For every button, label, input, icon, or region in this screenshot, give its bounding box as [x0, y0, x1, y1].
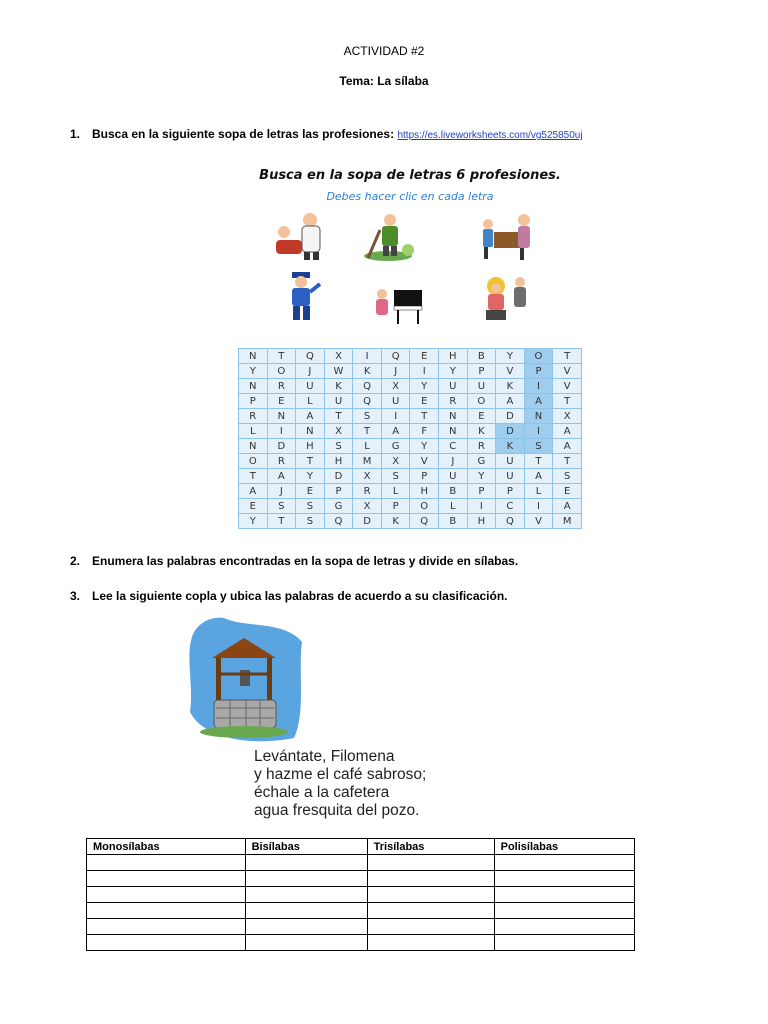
- grid-letter[interactable]: B: [439, 484, 468, 499]
- grid-letter[interactable]: T: [296, 454, 325, 469]
- dentist-illustration: [272, 210, 332, 262]
- grid-letter[interactable]: A: [296, 409, 325, 424]
- answer-cell[interactable]: [367, 855, 494, 871]
- grid-letter[interactable]: I: [353, 349, 382, 364]
- question-number: 2.: [70, 554, 81, 568]
- grid-letter[interactable]: I: [524, 379, 553, 394]
- answer-cell[interactable]: [367, 887, 494, 903]
- classification-table: [86, 838, 635, 951]
- grid-letter[interactable]: I: [524, 424, 553, 439]
- grid-letter[interactable]: L: [296, 394, 325, 409]
- grid-letter[interactable]: S: [524, 439, 553, 454]
- grid-letter[interactable]: O: [267, 364, 296, 379]
- grid-letter[interactable]: R: [267, 379, 296, 394]
- grid-letter[interactable]: N: [439, 424, 468, 439]
- grid-letter[interactable]: U: [496, 469, 525, 484]
- grid-letter[interactable]: L: [353, 439, 382, 454]
- grid-letter[interactable]: O: [239, 454, 268, 469]
- grid-letter[interactable]: D: [353, 514, 382, 529]
- grid-letter[interactable]: P: [467, 484, 496, 499]
- grid-letter[interactable]: C: [496, 499, 525, 514]
- grid-letter[interactable]: X: [381, 454, 410, 469]
- grid-letter[interactable]: A: [381, 424, 410, 439]
- grid-letter[interactable]: L: [239, 424, 268, 439]
- question-number: 3.: [70, 589, 81, 603]
- table-row: [87, 855, 635, 871]
- grid-letter[interactable]: N: [524, 409, 553, 424]
- table-row: [87, 887, 635, 903]
- grid-letter[interactable]: Y: [467, 469, 496, 484]
- grid-row: [239, 424, 582, 439]
- grid-letter[interactable]: Q: [410, 514, 439, 529]
- answer-cell[interactable]: [245, 919, 367, 935]
- grid-letter[interactable]: X: [381, 379, 410, 394]
- table-row: [87, 935, 635, 951]
- pianist-illustration: [368, 278, 428, 330]
- grid-letter[interactable]: V: [553, 379, 582, 394]
- grid-letter[interactable]: X: [324, 349, 353, 364]
- header-polisilabas: Polisílabas: [494, 839, 634, 855]
- grid-letter[interactable]: I: [467, 499, 496, 514]
- grid-letter[interactable]: H: [296, 439, 325, 454]
- grid-letter[interactable]: I: [267, 424, 296, 439]
- grid-letter[interactable]: T: [267, 514, 296, 529]
- grid-row: [239, 409, 582, 424]
- grid-letter[interactable]: P: [239, 394, 268, 409]
- wordsearch-grid: [238, 348, 582, 529]
- grid-letter[interactable]: E: [553, 484, 582, 499]
- grid-letter[interactable]: T: [524, 454, 553, 469]
- answer-cell[interactable]: [87, 855, 246, 871]
- wordsearch-activity: [238, 160, 582, 528]
- answer-cell[interactable]: [367, 903, 494, 919]
- grid-letter[interactable]: N: [439, 409, 468, 424]
- grid-letter[interactable]: O: [410, 499, 439, 514]
- grid-letter[interactable]: E: [296, 484, 325, 499]
- header-bisilabas: Bisílabas: [245, 839, 367, 855]
- answer-cell[interactable]: [367, 919, 494, 935]
- grid-letter[interactable]: Y: [239, 514, 268, 529]
- grid-letter[interactable]: P: [381, 499, 410, 514]
- grid-letter[interactable]: S: [296, 499, 325, 514]
- grid-row: [239, 379, 582, 394]
- copla-line: y hazme el café sabroso;: [254, 766, 427, 783]
- header-trisilabas: Trisílabas: [367, 839, 494, 855]
- grid-letter[interactable]: A: [267, 469, 296, 484]
- grid-letter[interactable]: M: [353, 454, 382, 469]
- question-1: [70, 127, 583, 141]
- police-illustration: [272, 270, 332, 322]
- grid-row: [239, 499, 582, 514]
- grid-letter[interactable]: W: [324, 364, 353, 379]
- grid-row: [239, 484, 582, 499]
- grid-letter[interactable]: Y: [296, 469, 325, 484]
- answer-cell[interactable]: [494, 935, 634, 951]
- grid-letter[interactable]: L: [524, 484, 553, 499]
- grid-letter[interactable]: U: [324, 394, 353, 409]
- grid-letter[interactable]: P: [467, 364, 496, 379]
- grid-letter[interactable]: U: [467, 379, 496, 394]
- grid-letter[interactable]: Q: [381, 349, 410, 364]
- grid-letter[interactable]: V: [553, 364, 582, 379]
- grid-letter[interactable]: E: [410, 394, 439, 409]
- worksheet-link[interactable]: https://es.liveworksheets.com/vg525850uj: [397, 130, 583, 141]
- grid-letter[interactable]: N: [296, 424, 325, 439]
- grid-letter[interactable]: S: [324, 439, 353, 454]
- answer-cell[interactable]: [87, 935, 246, 951]
- grid-letter[interactable]: S: [381, 469, 410, 484]
- grid-letter[interactable]: Q: [353, 394, 382, 409]
- grid-letter[interactable]: X: [353, 499, 382, 514]
- grid-letter[interactable]: K: [467, 424, 496, 439]
- grid-letter[interactable]: I: [381, 409, 410, 424]
- grid-letter[interactable]: Y: [496, 349, 525, 364]
- grid-letter[interactable]: F: [410, 424, 439, 439]
- grid-letter[interactable]: V: [410, 454, 439, 469]
- grid-letter[interactable]: N: [239, 439, 268, 454]
- grid-letter[interactable]: M: [553, 514, 582, 529]
- grid-letter[interactable]: R: [353, 484, 382, 499]
- answer-cell[interactable]: [87, 887, 246, 903]
- grid-letter[interactable]: E: [467, 409, 496, 424]
- copla-poem: [254, 748, 426, 820]
- grid-letter[interactable]: L: [439, 499, 468, 514]
- grid-letter[interactable]: N: [267, 409, 296, 424]
- hairdresser-illustration: [476, 272, 536, 324]
- grid-letter[interactable]: X: [553, 409, 582, 424]
- copla-line: Levántate, Filomena: [254, 748, 395, 765]
- grid-letter[interactable]: J: [439, 454, 468, 469]
- table-row: [87, 871, 635, 887]
- grid-letter[interactable]: Y: [439, 364, 468, 379]
- grid-row: [239, 469, 582, 484]
- grid-letter[interactable]: A: [496, 394, 525, 409]
- question-3: [70, 589, 508, 603]
- grid-letter[interactable]: E: [239, 499, 268, 514]
- water-well-illustration: [184, 612, 304, 750]
- grid-letter[interactable]: T: [553, 454, 582, 469]
- grid-letter[interactable]: E: [267, 394, 296, 409]
- grid-letter[interactable]: G: [381, 439, 410, 454]
- grid-letter[interactable]: R: [267, 454, 296, 469]
- grid-letter[interactable]: I: [410, 364, 439, 379]
- grid-letter[interactable]: A: [524, 469, 553, 484]
- answer-cell[interactable]: [367, 935, 494, 951]
- grid-letter[interactable]: U: [439, 379, 468, 394]
- topic-title: Tema: La sílaba: [339, 74, 429, 88]
- grid-letter[interactable]: N: [239, 379, 268, 394]
- grid-letter[interactable]: O: [467, 394, 496, 409]
- table-row: [87, 903, 635, 919]
- grid-letter[interactable]: T: [267, 349, 296, 364]
- answer-cell[interactable]: [494, 919, 634, 935]
- grid-letter[interactable]: H: [410, 484, 439, 499]
- grid-letter[interactable]: U: [496, 454, 525, 469]
- grid-letter[interactable]: S: [353, 409, 382, 424]
- grid-letter[interactable]: H: [467, 514, 496, 529]
- question-number: 1.: [70, 127, 81, 141]
- grid-letter[interactable]: N: [239, 349, 268, 364]
- wordsearch-subtitle: Debes hacer clic en cada letra: [326, 190, 494, 203]
- grid-letter[interactable]: T: [553, 394, 582, 409]
- answer-cell[interactable]: [367, 871, 494, 887]
- gardener-illustration: [358, 210, 418, 262]
- grid-letter[interactable]: R: [239, 409, 268, 424]
- grid-letter[interactable]: D: [496, 424, 525, 439]
- grid-letter[interactable]: Y: [239, 364, 268, 379]
- grid-letter[interactable]: P: [410, 469, 439, 484]
- grid-row: [239, 394, 582, 409]
- grid-letter[interactable]: H: [324, 454, 353, 469]
- grid-row: [239, 439, 582, 454]
- grid-letter[interactable]: J: [296, 364, 325, 379]
- answer-cell[interactable]: [494, 855, 634, 871]
- grid-letter[interactable]: K: [324, 379, 353, 394]
- grid-letter[interactable]: E: [410, 349, 439, 364]
- answer-cell[interactable]: [245, 935, 367, 951]
- grid-letter[interactable]: T: [353, 424, 382, 439]
- grid-letter[interactable]: U: [381, 394, 410, 409]
- grid-letter[interactable]: A: [524, 394, 553, 409]
- grid-letter[interactable]: L: [381, 484, 410, 499]
- answer-cell[interactable]: [245, 855, 367, 871]
- answer-cell[interactable]: [245, 903, 367, 919]
- grid-letter[interactable]: B: [439, 514, 468, 529]
- grid-letter[interactable]: R: [439, 394, 468, 409]
- grid-letter[interactable]: Q: [496, 514, 525, 529]
- grid-letter[interactable]: X: [324, 424, 353, 439]
- grid-letter[interactable]: J: [267, 484, 296, 499]
- grid-letter[interactable]: K: [496, 379, 525, 394]
- grid-letter[interactable]: K: [381, 514, 410, 529]
- grid-letter[interactable]: G: [467, 454, 496, 469]
- grid-letter[interactable]: U: [439, 469, 468, 484]
- grid-letter[interactable]: Q: [324, 514, 353, 529]
- grid-letter[interactable]: D: [496, 409, 525, 424]
- grid-letter[interactable]: T: [239, 469, 268, 484]
- grid-row: [239, 364, 582, 379]
- table-row: [87, 919, 635, 935]
- grid-letter[interactable]: B: [467, 349, 496, 364]
- answer-cell[interactable]: [87, 871, 246, 887]
- answer-cell[interactable]: [87, 919, 246, 935]
- grid-letter[interactable]: S: [553, 469, 582, 484]
- grid-letter[interactable]: P: [524, 364, 553, 379]
- grid-letter[interactable]: J: [381, 364, 410, 379]
- answer-cell[interactable]: [87, 903, 246, 919]
- grid-letter[interactable]: K: [353, 364, 382, 379]
- grid-letter[interactable]: A: [553, 499, 582, 514]
- answer-cell[interactable]: [245, 887, 367, 903]
- question-text: Lee la siguiente copla y ubica las palabras de acuerdo a su clasificación.: [92, 589, 508, 603]
- grid-letter[interactable]: A: [553, 439, 582, 454]
- question-text: Busca en la siguiente sopa de letras las profesiones:: [92, 127, 395, 141]
- grid-letter[interactable]: H: [439, 349, 468, 364]
- grid-letter[interactable]: R: [467, 439, 496, 454]
- grid-letter[interactable]: T: [553, 349, 582, 364]
- grid-letter[interactable]: D: [267, 439, 296, 454]
- grid-letter[interactable]: A: [553, 424, 582, 439]
- grid-letter[interactable]: P: [496, 484, 525, 499]
- grid-letter[interactable]: T: [324, 409, 353, 424]
- teacher-illustration: [476, 210, 536, 262]
- grid-letter[interactable]: Y: [410, 379, 439, 394]
- answer-cell[interactable]: [245, 871, 367, 887]
- grid-letter[interactable]: T: [410, 409, 439, 424]
- grid-letter[interactable]: G: [324, 499, 353, 514]
- grid-letter[interactable]: S: [267, 499, 296, 514]
- grid-letter[interactable]: C: [439, 439, 468, 454]
- grid-letter[interactable]: Q: [353, 379, 382, 394]
- grid-row: [239, 514, 582, 529]
- grid-letter[interactable]: V: [496, 364, 525, 379]
- grid-row: [239, 454, 582, 469]
- grid-row: [239, 349, 582, 364]
- grid-letter[interactable]: S: [296, 514, 325, 529]
- copla-line: échale a la cafetera: [254, 784, 390, 801]
- answer-cell[interactable]: [494, 887, 634, 903]
- activity-title: ACTIVIDAD #2: [343, 44, 425, 58]
- copla-line: agua fresquita del pozo.: [254, 802, 420, 819]
- grid-letter[interactable]: I: [524, 499, 553, 514]
- grid-letter[interactable]: A: [239, 484, 268, 499]
- wordsearch-title: Busca en la sopa de letras 6 profesiones.: [259, 168, 561, 183]
- grid-letter[interactable]: U: [296, 379, 325, 394]
- grid-letter[interactable]: P: [324, 484, 353, 499]
- grid-letter[interactable]: D: [324, 469, 353, 484]
- grid-letter[interactable]: K: [496, 439, 525, 454]
- grid-letter[interactable]: Q: [296, 349, 325, 364]
- question-text: Enumera las palabras encontradas en la sopa de letras y divide en sílabas.: [92, 554, 519, 568]
- question-2: [70, 554, 518, 568]
- grid-letter[interactable]: Y: [410, 439, 439, 454]
- answer-cell[interactable]: [494, 903, 634, 919]
- grid-letter[interactable]: V: [524, 514, 553, 529]
- answer-cell[interactable]: [494, 871, 634, 887]
- header-monosilabas: Monosílabas: [87, 839, 246, 855]
- grid-letter[interactable]: X: [353, 469, 382, 484]
- grid-letter[interactable]: O: [524, 349, 553, 364]
